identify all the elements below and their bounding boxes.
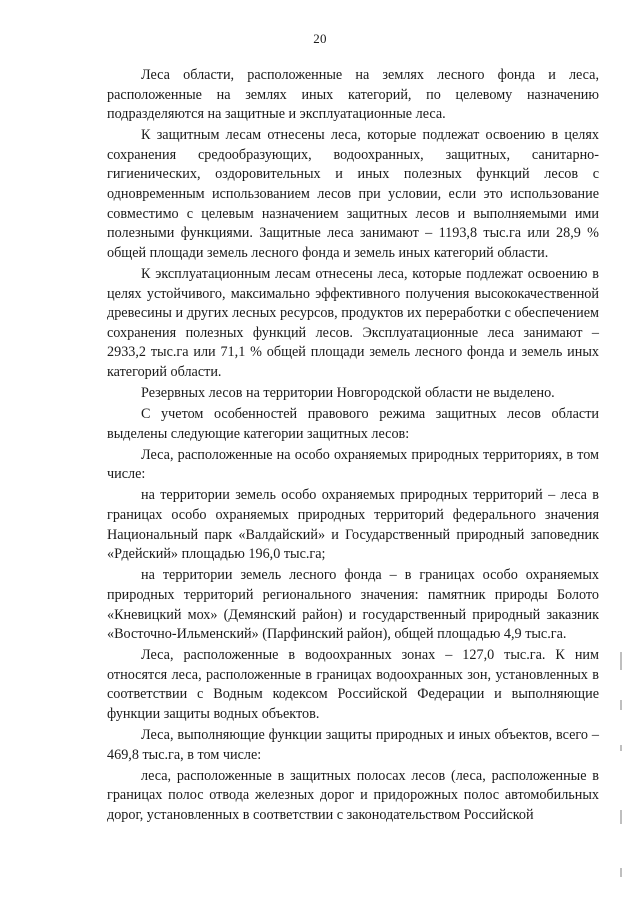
page-number: 20 <box>313 31 327 46</box>
paragraph-reserve-forests: Резервных лесов на территории Новгородской области не выделено. <box>141 385 555 401</box>
scan-artifact <box>620 700 622 710</box>
paragraph-exploitation-forests: К эксплуатационным лесам отнесены леса, которые подлежат освоению в целях устойчивого, максимально эффективного получения высококачественной древесины и других лесных ресурсов, продуктов их переработки с обеспечением сохранения полезных функций лесов. Эксплуатационные леса занимают – 2933,2 тыс.га или 71,1 % общей площади земель лесного фонда и земель иных категорий области. <box>107 265 599 380</box>
paragraph-regional-protected-areas: на территории земель лесного фонда – в границах особо охраняемых природных территорий регионального значения: памятник природы Болото «Кневицкий мох» (Демянский район) и государственный природный заказник «Восточно-Ильменский» (Парфинский район), общей площадью 4,9 тыс.га. <box>107 567 599 643</box>
paragraph-protected-areas: Леса, расположенные на особо охраняемых природных территориях, в том числе: <box>107 446 599 483</box>
scan-artifact <box>620 745 622 751</box>
paragraph-protective-forests: К защитным лесам отнесены леса, которые подлежат освоению в целях сохранения средообразующих, водоохранных, защитных, санитарно-гигиенических, оздоровительных и иных полезных функций лесов с одновременным использованием лесов при условии, если это использование совместимо с целевым назначением защитных лесов и выполняемыми ими полезными функциями. Защитные леса занимают – 1193,8 тыс.га или 28,9 % общей площади земель лесного фонда и земель иных категорий области. <box>107 127 599 261</box>
scan-artifact <box>620 868 622 877</box>
paragraph-federal-protected-areas: на территории земель особо охраняемых природных территорий – леса в границах особо охраняемых природных территорий федерального значения Национальный парк «Валдайский» и Государственный природный заповедник «Рдейский» площадью 196,0 тыс.га; <box>107 487 599 563</box>
paragraph-protective-strips: леса, расположенные в защитных полосах лесов (леса, расположенные в границах полос отвода железных дорог и придорожных полос автомобильных дорог, установленных в соответствии с законодательством Российской <box>107 767 599 823</box>
paragraph-forest-categories: Леса области, расположенные на землях лесного фонда и леса, расположенные на землях иных категорий, по целевому назначению подразделяются на защитные и эксплуатационные леса. <box>107 67 599 123</box>
scan-artifact <box>620 810 622 824</box>
scan-artifact <box>620 652 622 670</box>
paragraph-object-protection: Леса, выполняющие функции защиты природных и иных объектов, всего – 469,8 тыс.га, в том числе: <box>107 727 599 763</box>
body-text <box>107 66 599 827</box>
paragraph-protective-categories-intro: С учетом особенностей правового режима защитных лесов области выделены следующие категории защитных лесов: <box>107 406 599 442</box>
paragraph-water-protection-zones: Леса, расположенные в водоохранных зонах – 127,0 тыс.га. К ним относятся леса, расположенные в границах водоохранных зон, установленных в соответствии с Водным кодексом Российской Федерации и выполняющие функции защиты водных объектов. <box>107 647 599 722</box>
